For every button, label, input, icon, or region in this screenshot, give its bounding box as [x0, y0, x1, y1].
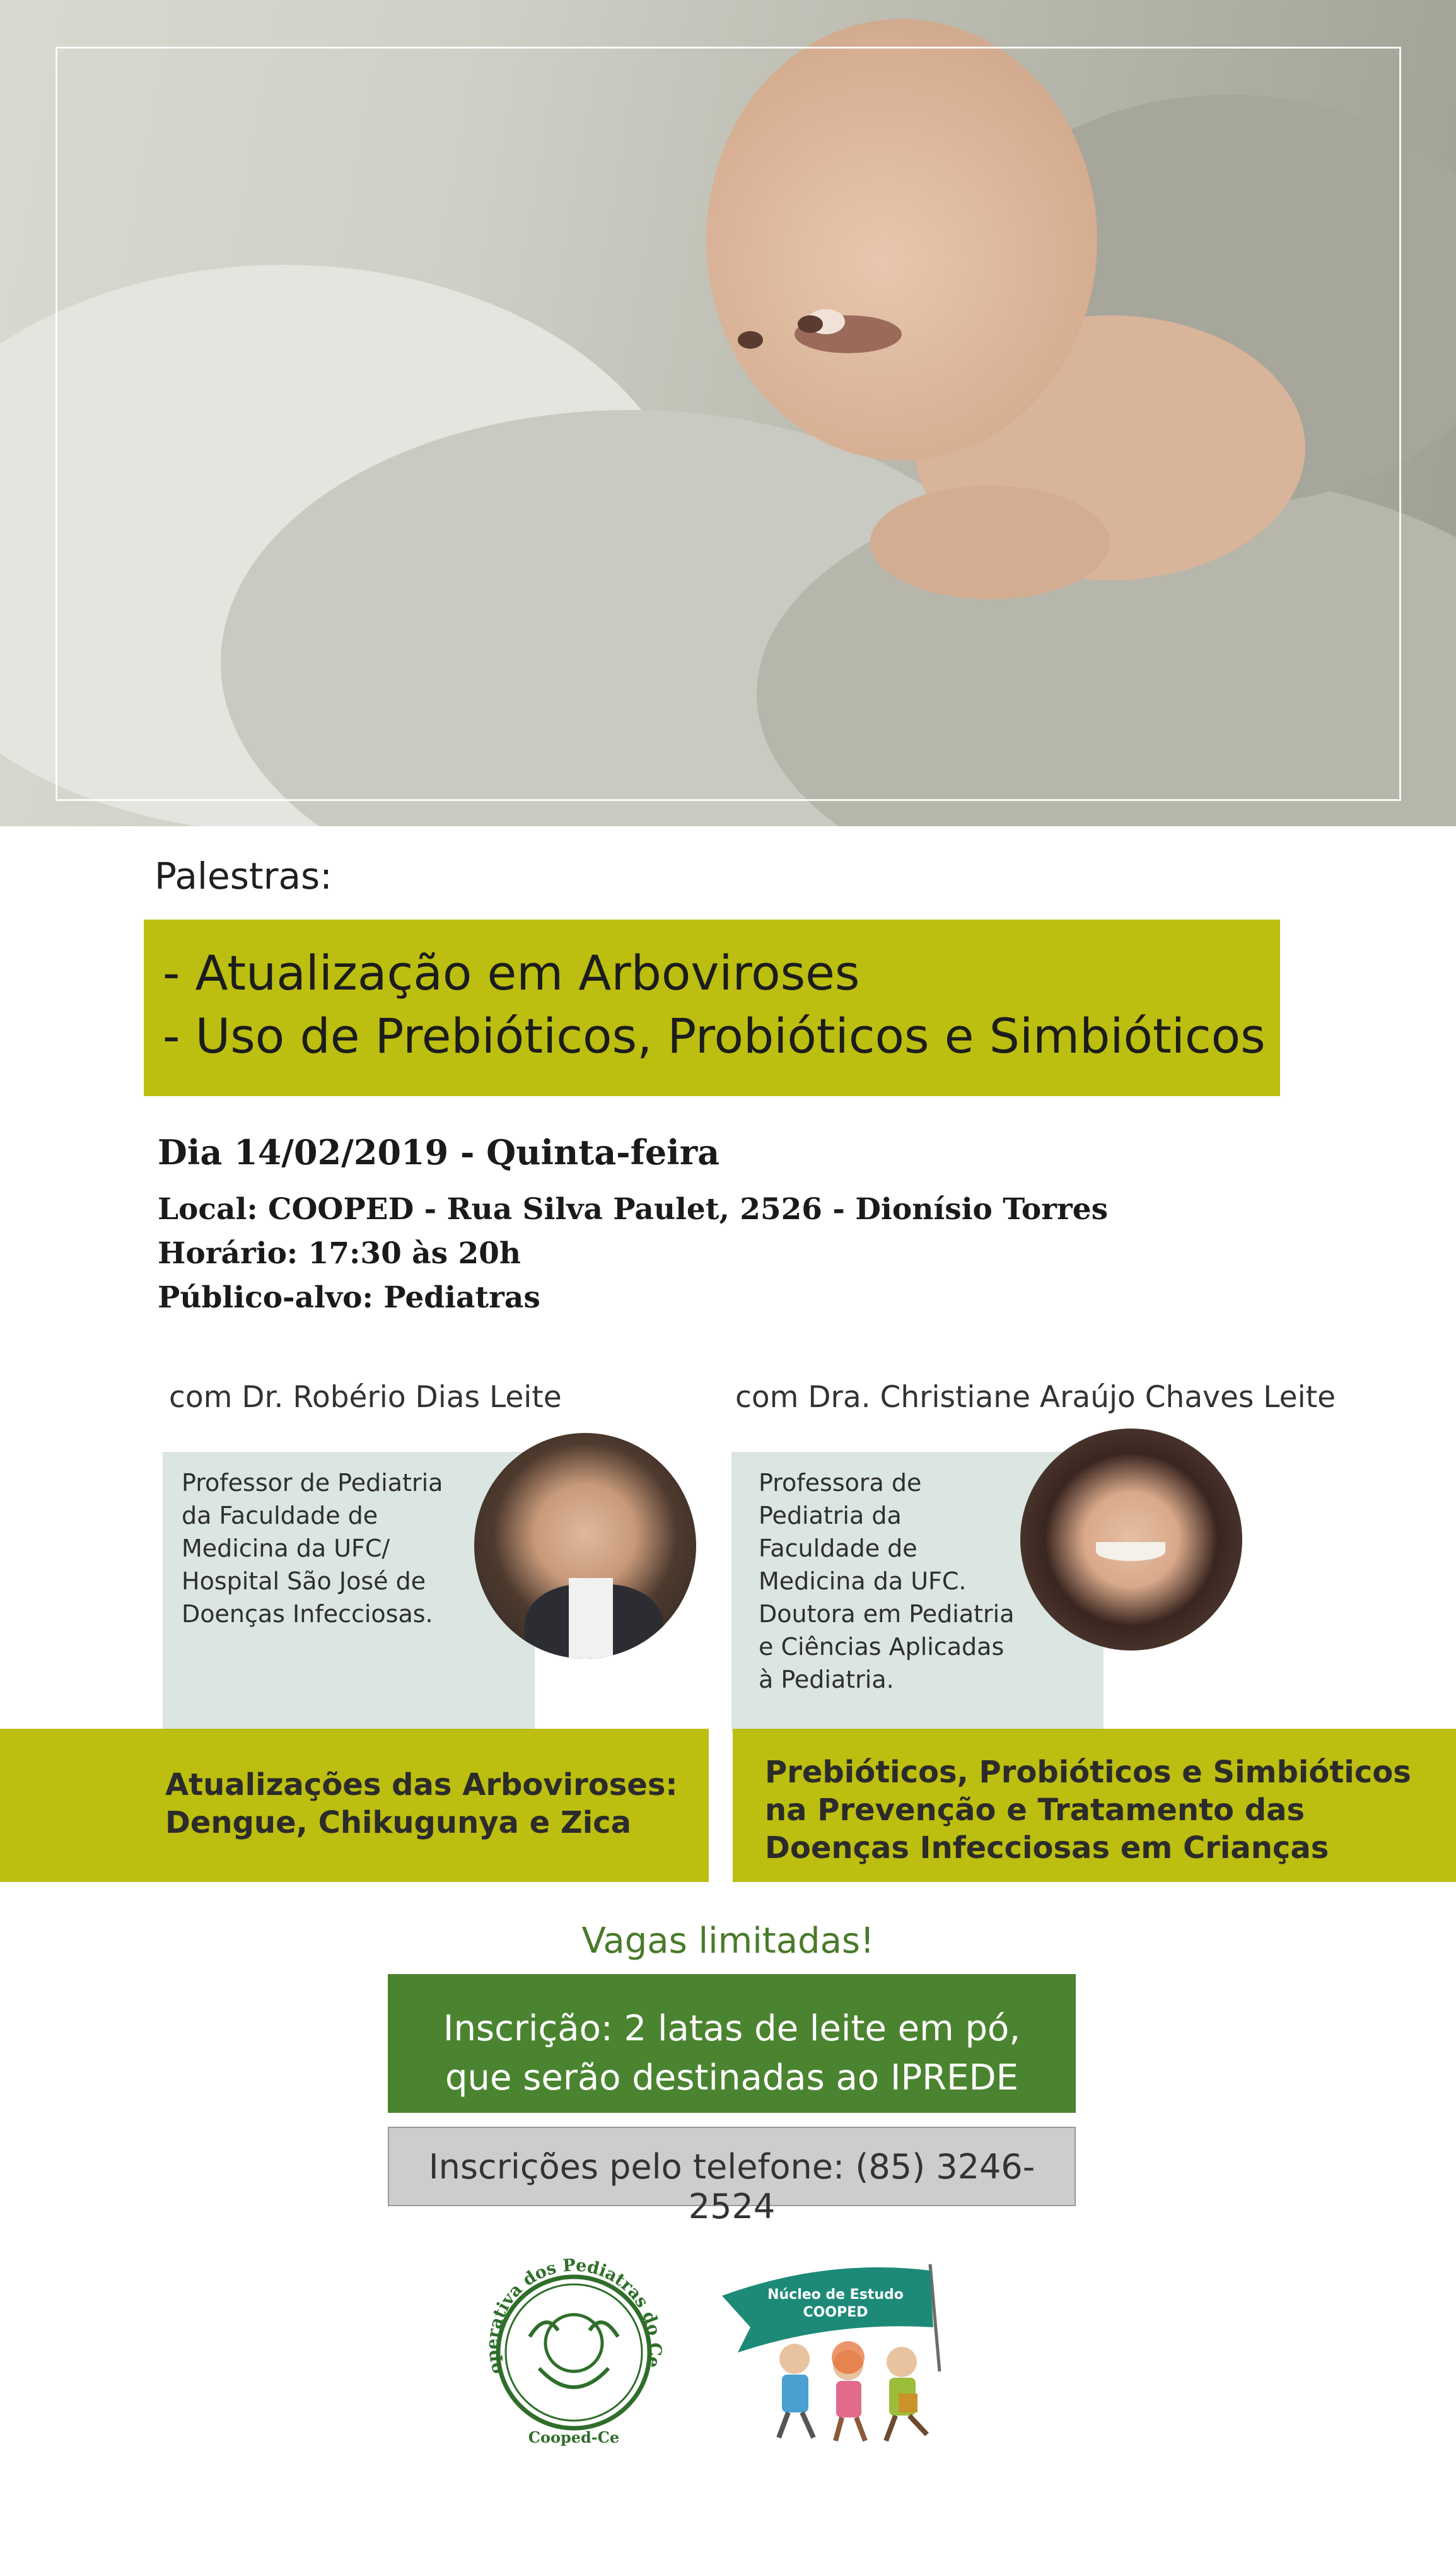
inscricao-text: Inscrição: 2 latas de leite em pó, que serão destinadas ao IPREDE: [443, 2008, 1021, 2098]
speaker-1-talk: Atualizações das Arboviroses: Dengue, Chikugunya e Zica: [165, 1767, 678, 1840]
nucleo-logo: [713, 2258, 990, 2447]
inscricao-box: [388, 1974, 1076, 2113]
speaker-2-talk: Prebióticos, Probióticos e Simbióticos na Prevenção e Tratamento das Doenças Infecciosas em Crianças: [765, 1755, 1411, 1866]
nucleo-flag-line2: COOPED: [803, 2305, 868, 2320]
cooped-logo: [470, 2242, 678, 2450]
event-audience: Público-alvo: Pediatras: [158, 1280, 540, 1315]
speaker-1-name: com Dr. Robério Dias Leite: [169, 1380, 562, 1415]
phone-box: [388, 2127, 1076, 2226]
speaker-1-bio: Professor de Pediatria da Faculdade de Medicina da UFC/ Hospital São José de Doenças Infecciosas.: [182, 1469, 443, 1628]
cooped-bottom-text: Cooped-Ce: [528, 2428, 620, 2446]
phone-text: Inscrições pelo telefone: (85) 3246-2524: [428, 2147, 1035, 2226]
vagas-limitadas: Vagas limitadas!: [581, 1920, 875, 1961]
event-time: Horário: 17:30 às 20h: [158, 1236, 521, 1271]
topic-prebioticos: - Uso de Prebióticos, Probióticos e Simbióticos: [163, 1008, 1266, 1064]
hero-photo: [0, 0, 1456, 826]
speaker-2-photo: [1020, 1429, 1242, 1651]
speaker-1-photo: [474, 1433, 696, 1659]
cooped-ring-text: operativa dos Pediatras do Ce: [482, 2255, 665, 2376]
event-date: Dia 14/02/2019 - Quinta-feira: [158, 1132, 720, 1172]
speaker-2-name: com Dra. Christiane Araújo Chaves Leite: [735, 1380, 1336, 1415]
speaker-2-bio: Professora de Pediatria da Faculdade de Medicina da UFC. Doutora em Pediatria e Ciências Aplicadas à Pediatria.: [759, 1469, 1015, 1693]
palestras-label: Palestras:: [154, 855, 332, 897]
event-local: Local: COOPED - Rua Silva Paulet, 2526 - Dionísio Torres: [158, 1192, 1109, 1227]
topic-arboviroses: - Atualização em Arboviroses: [163, 945, 860, 1001]
hero-frame: [55, 47, 1401, 801]
topics-box: [144, 920, 1280, 1096]
nucleo-flag-line1: Núcleo de Estudo: [767, 2287, 904, 2303]
